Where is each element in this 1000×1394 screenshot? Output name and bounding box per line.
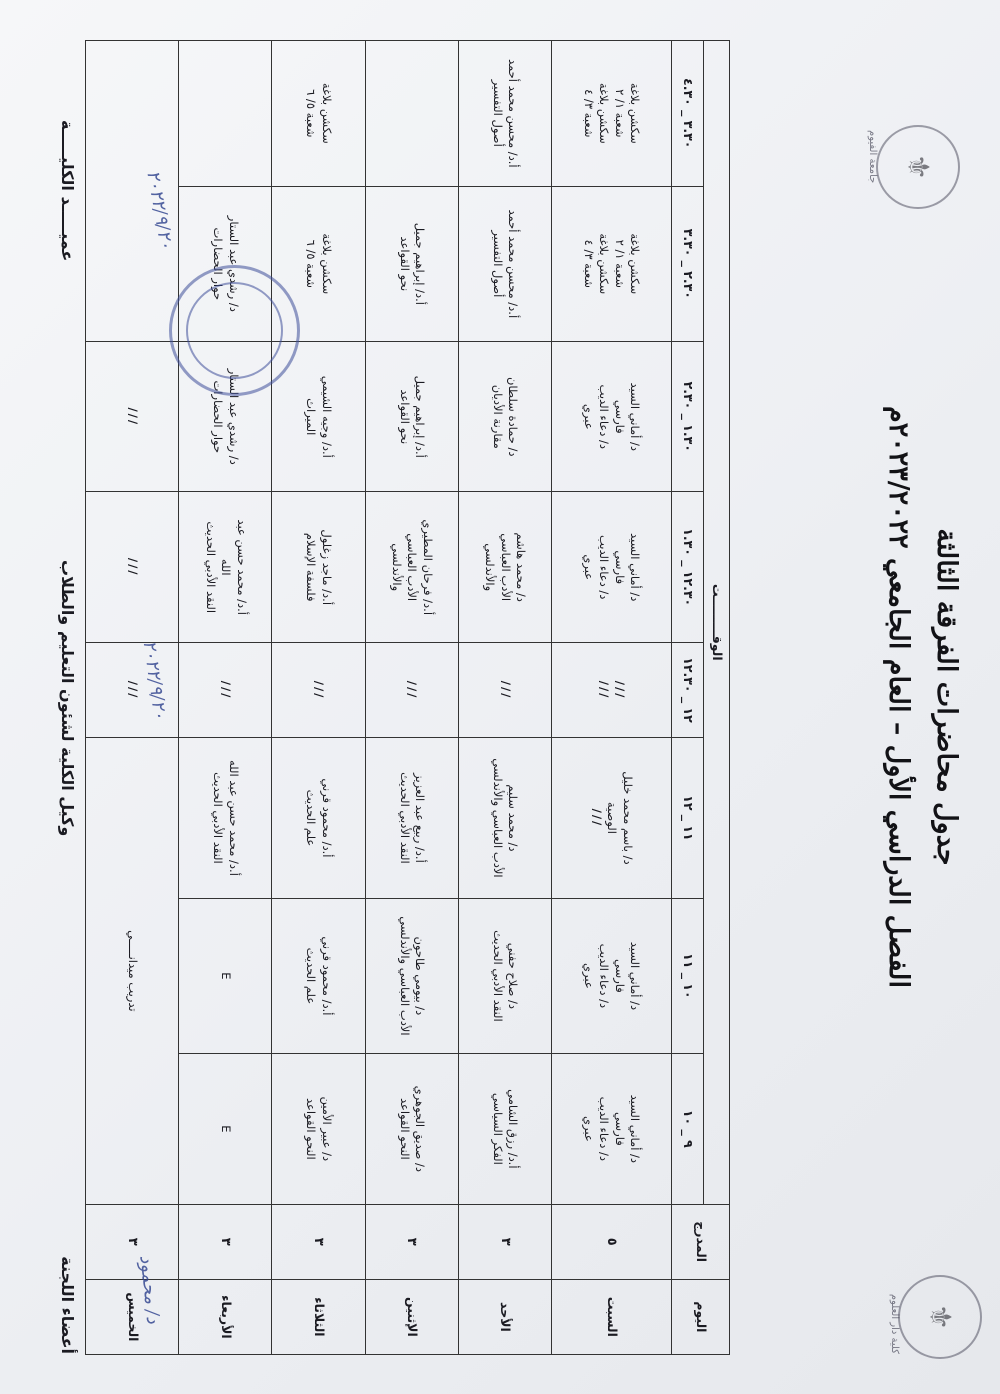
lecture-line: د/ أماني السيد [628, 532, 643, 602]
committee-members-label: أعضاء اللجنة [58, 1256, 77, 1354]
lecture-line: /// [125, 680, 140, 700]
lecture-cell [551, 1054, 671, 1204]
lecture-cell [551, 642, 671, 737]
lecture-line: د/ عبير الأمين [319, 1096, 334, 1162]
vice-dean-label: وكيل الكلية لشئون التعليم والطلاب [58, 560, 77, 837]
header-time-label: الوقـــــــــت [704, 41, 730, 1205]
lecture-line: أ.د/ رزق الشامي [506, 1089, 521, 1169]
lecture-line: E [219, 972, 234, 980]
college-name-right: كلية دار العلوم [889, 1293, 900, 1354]
lecture-line: علم الحديث [304, 789, 319, 847]
lecture-line: شعبة ١/ ٢ [612, 89, 627, 138]
lecture-line: د/ حمادة سلطان [506, 376, 521, 457]
lecture-line: د/ دعاء الديب [597, 534, 612, 600]
lecture-cell [551, 738, 671, 898]
lecture-cell [551, 492, 671, 642]
lecture-line: علم الحديث [304, 947, 319, 1005]
lecture-line: النحو القواعد [304, 1097, 319, 1160]
lecture-line: د/ دعاء الديب [597, 384, 612, 449]
lecture-line: شعبة ٥/ ٦ [304, 89, 319, 138]
header-time-slot: ١٢.٣٠ _ ١.٣٠ [672, 492, 704, 642]
lecture-line: الفكر السياسي [490, 1092, 505, 1165]
schedule-table-wrap [85, 40, 730, 1355]
lecture-line: د/ محمد سليم [506, 784, 521, 852]
lecture-cell [272, 642, 365, 737]
lecture-line: نحو القواعد [397, 236, 412, 292]
lecture-cell [179, 41, 272, 187]
committee-signature: د/ محمود [135, 1254, 164, 1325]
lecture-cell [458, 1054, 551, 1204]
hall-cell: ٣ [86, 1204, 179, 1279]
lecture-cell [179, 898, 272, 1053]
lecture-cell [458, 898, 551, 1053]
table-row [458, 41, 551, 1355]
lecture-cell [179, 492, 272, 642]
table-row [365, 41, 458, 1355]
lecture-line: سكشن بلاغة [319, 233, 334, 295]
header-hall: المدرج [672, 1204, 730, 1279]
lecture-line: E [219, 1125, 234, 1133]
lecture-line: د/ باسم محمد خليل [620, 771, 635, 865]
lecture-line: النقد الأدبي الحديث [397, 772, 412, 864]
lecture-line: د/ دعاء الديب [597, 943, 612, 1009]
lecture-cell [551, 342, 671, 492]
lecture-line: د/ صلاح حفني [506, 942, 521, 1010]
lecture-line: عبري [581, 403, 596, 430]
lecture-line: أصول التفسير [490, 79, 505, 147]
schedule-table [85, 40, 730, 1355]
field-training-cell: تدريب ميدانـــــي [86, 738, 179, 1204]
lecture-line: النقد الأدبي الحديث [211, 772, 226, 864]
lecture-line: سكشن بلاغة [319, 82, 334, 144]
lecture-line: الميراث [304, 398, 319, 436]
lecture-cell [365, 642, 458, 737]
lecture-cell [179, 738, 272, 898]
lecture-line: /// [597, 680, 612, 700]
college-seal-icon [169, 265, 300, 396]
lecture-line: أ.د/ محمد حسن عبد [234, 519, 249, 615]
hall-cell: ٣ [365, 1204, 458, 1279]
lecture-line: /// [589, 808, 604, 828]
lecture-cell [551, 186, 671, 341]
lecture-line: سكشن بلاغة [628, 233, 643, 295]
lecture-line: حوار الحضارات [211, 380, 226, 454]
lecture-cell [551, 41, 671, 187]
lecture-line: والأندلسي [483, 543, 498, 592]
lecture-cell [272, 1054, 365, 1204]
lecture-cell [365, 492, 458, 642]
day-cell: السبت [551, 1279, 671, 1354]
lecture-cell [365, 342, 458, 492]
lecture-line: فلسفة الإسلام [304, 532, 319, 602]
lecture-cell [365, 738, 458, 898]
header-time-slot: ٩ _ ١٠ [672, 1054, 704, 1204]
lecture-line: فارسي [612, 399, 627, 434]
lecture-cell [365, 898, 458, 1053]
lecture-line: النحو القواعد [397, 1097, 412, 1160]
lecture-cell [86, 492, 179, 642]
day-cell: الأربعاء [179, 1279, 272, 1354]
lecture-line: أ.د/ محمود قرني [319, 936, 334, 1016]
lecture-cell [179, 1054, 272, 1204]
university-logo-icon: ⚜ [876, 125, 960, 209]
lecture-cell [365, 41, 458, 187]
header-time-slot: ١٢ _ ١٢.٣٠ [672, 642, 704, 737]
lecture-line: حوار الحضارات [211, 227, 226, 301]
lecture-line: الأدب العباسي والأندلسي [397, 916, 412, 1036]
hall-cell: ٥ [551, 1204, 671, 1279]
lecture-cell [272, 898, 365, 1053]
table-row [179, 41, 272, 1355]
lecture-line: أ.د/ إبراهيم جميل [413, 375, 428, 458]
lecture-line: د/ أماني السيد [628, 941, 643, 1011]
lecture-line: أ.د/ ربيع عبد العزيز [413, 773, 428, 863]
lecture-line: أصول التفسير [490, 230, 505, 298]
lecture-line: شعبة ٥/ ٦ [304, 239, 319, 289]
lecture-line: سكشن بلاغة [597, 82, 612, 144]
lecture-line: أ.د/ محمد حسن عبد الله [226, 759, 241, 876]
lecture-line: سكشن بلاغة [628, 82, 643, 144]
lecture-line: /// [498, 680, 513, 700]
lecture-line: أ.د/ محسن محمد أحمد [506, 58, 521, 168]
lecture-cell [458, 738, 551, 898]
lecture-line: نحو القواعد [397, 389, 412, 445]
hall-cell: ٣ [272, 1204, 365, 1279]
hall-cell: ٣ [179, 1204, 272, 1279]
lecture-line: د/ صديق الجوهري [413, 1085, 428, 1173]
lecture-cell [272, 738, 365, 898]
day-cell: الخميس [86, 1279, 179, 1354]
lecture-line: الله [219, 558, 234, 576]
lecture-cell [458, 492, 551, 642]
lecture-line: /// [405, 680, 420, 700]
lecture-line: أ.د/ محمود قرني [319, 778, 334, 858]
lecture-line: النقد الأدبي الحديث [203, 521, 218, 614]
lecture-line: النقد الأدبي الحديث [490, 930, 505, 1022]
lecture-line: فارسي [612, 959, 627, 993]
lecture-line: شعبة ٣/ ٤ [581, 239, 596, 289]
schedule-title: جدول محاضرات الفرقة الثالثة [931, 528, 962, 866]
lecture-line: د/ أماني السيد [628, 1094, 643, 1164]
dean-signature: ٢٠٢٢/٩/٢٠ [142, 168, 177, 252]
lecture-line: شعبة ١/ ٢ [612, 239, 627, 289]
lecture-line: والأندلسي [389, 543, 404, 592]
lecture-line: أ.د/ فرحان المطيري [420, 519, 435, 616]
title-block [760, 0, 1000, 1394]
schedule-subtitle: الفصل الدراسي الأول – العام الجامعي ٢٠٢٣/٢٠٢٢م [883, 406, 914, 988]
lecture-line: عبري [581, 963, 596, 989]
lecture-cell [365, 186, 458, 341]
header-time-slot: ١.٣٠ _ ٢.٣٠ [672, 342, 704, 492]
lecture-line: فارسي [612, 550, 627, 585]
lecture-line: د/ رشدي عبد الستار [226, 368, 241, 465]
lecture-line: د/ رشدي عبد الستار [226, 215, 241, 312]
lecture-line: أ.د/ إبراهيم جميل [413, 222, 428, 305]
lecture-line: مقارنة الأديان [490, 384, 505, 449]
lecture-line: عبري [581, 1116, 596, 1142]
lecture-line: أ.د/ محسن محمد أحمد [506, 209, 521, 319]
lecture-line: الأدب العباسي والأندلسي [490, 758, 505, 878]
lecture-cell [458, 642, 551, 737]
lecture-line: د/ بيومي طاحون [413, 936, 428, 1016]
lecture-cell [179, 642, 272, 737]
header-time-slot: ١٠ _ ١١ [672, 898, 704, 1053]
lecture-line: عبري [581, 554, 596, 581]
lecture-line: أ.د/ وجيه الشيمي [319, 375, 334, 458]
lecture-cell [458, 342, 551, 492]
lecture-cell [86, 342, 179, 492]
day-cell: الإثنين [365, 1279, 458, 1354]
lecture-cell [458, 186, 551, 341]
lecture-line: سكشن بلاغة [597, 233, 612, 295]
header-day: اليوم [672, 1279, 730, 1354]
table-row [272, 41, 365, 1355]
table-row [551, 41, 671, 1355]
college-logo-icon: ⚜ [898, 1275, 982, 1359]
lecture-cell [551, 898, 671, 1053]
lecture-line: الأدب العباسي [405, 533, 420, 602]
lecture-line: /// [612, 680, 627, 700]
lecture-cell [272, 41, 365, 187]
lecture-line: د/ دعاء الديب [597, 1096, 612, 1162]
college-name-left: جامعة الفيوم [867, 130, 878, 184]
lecture-cell [272, 492, 365, 642]
vice-dean-signature: ٢٠٢٢/٩/٢٠ [138, 638, 171, 721]
lecture-line: د/ محمد هاشم [514, 532, 529, 602]
day-cell: الثلاثاء [272, 1279, 365, 1354]
lecture-line: فارسي [612, 1111, 627, 1146]
lecture-line: أ.د/ ماجد زغلول [319, 529, 334, 606]
header-time-slot: ٣.٣٠ _ ٤.٣٠ [672, 41, 704, 187]
lecture-line: الوصية [605, 801, 620, 834]
lecture-line: /// [125, 407, 140, 427]
lecture-line: /// [312, 680, 327, 700]
dean-label: عميـــــد الكليـــــة [58, 120, 77, 262]
lecture-line: شعبة ٣/ ٤ [581, 89, 596, 138]
header-time-slot: ٢.٣٠ _ ٣.٣٠ [672, 186, 704, 341]
lecture-line: د/ أماني السيد [628, 382, 643, 451]
header-time-slot: ١١ _ ١٢ [672, 738, 704, 898]
lecture-line: /// [219, 680, 234, 700]
hall-cell: ٣ [458, 1204, 551, 1279]
lecture-line: الأدب العباسي [498, 533, 513, 602]
lecture-line: /// [125, 557, 140, 577]
lecture-cell [458, 41, 551, 187]
lecture-cell [365, 1054, 458, 1204]
day-cell: الأحد [458, 1279, 551, 1354]
